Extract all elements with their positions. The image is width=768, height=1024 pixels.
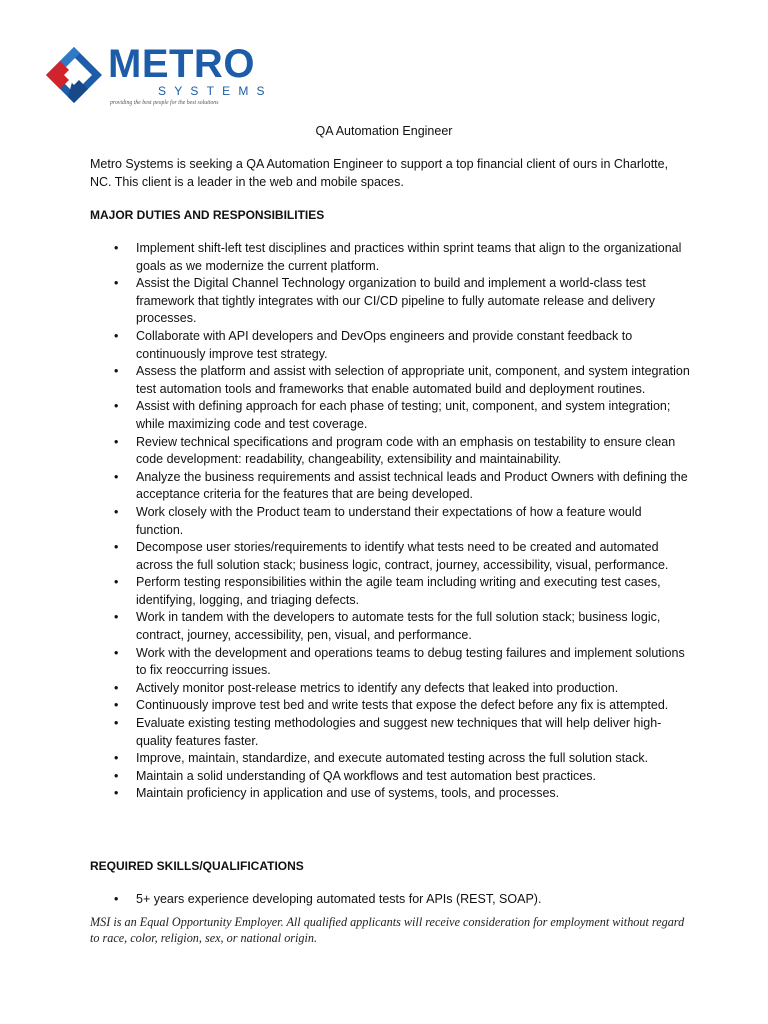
bullet-icon: • [114,540,119,555]
bullet-icon: • [114,610,119,625]
list-item [90,715,690,750]
list-item-text: Collaborate with API developers and DevOps engineers and provide constant feedback to continuously improve test strategy. [136,328,633,361]
list-item-text: Assist the Digital Channel Technology organization to build and implement a world-class test framework that tightly integrates with our CI/CD pipeline to fully automate release and delivery processes. [136,276,656,326]
list-item-text: Work in tandem with the developers to automate tests for the full solution stack; business logic, contract, journey, accessibility, pen, visual, and performance. [136,610,661,643]
logo-tagline: providing the best people for the best solutions [110,100,219,106]
duties-heading: MAJOR DUTIES AND RESPONSIBILITIES [90,208,325,222]
bullet-icon: • [114,434,119,449]
list-item [90,750,690,768]
duties-list [90,240,690,803]
list-item-text: Maintain proficiency in application and use of systems, tools, and processes. [136,786,560,801]
list-item-text: Analyze the business requirements and assist technical leads and Product Owners with defining the acceptance criteria for the features that are being developed. [136,469,688,502]
diamond-logo-icon [44,45,104,105]
list-item [90,697,690,715]
list-item [90,275,690,328]
list-item [90,785,690,803]
list-item-text: Perform testing responsibilities within the agile team including writing and executing test cases, identifying, logging, and triaging defects. [136,575,661,607]
bullet-icon: • [114,786,119,801]
list-item-text: 5+ years experience developing automated tests for APIs (REST, SOAP). [136,892,542,906]
bullet-icon: • [114,892,119,906]
list-item-text: Assist with defining approach for each phase of testing; unit, component, and system integration; while maximizing code and test coverage. [136,399,671,431]
list-item-text: Assess the platform and assist with selection of appropriate unit, component, and system integration test automation tools and frameworks that enable automated build and deployment routines. [136,364,690,396]
bullet-icon: • [114,399,119,414]
bullet-icon: • [114,364,119,379]
list-item [90,609,690,644]
list-item [90,539,690,574]
bullet-icon: • [114,504,119,519]
list-item [90,328,690,363]
bullet-icon: • [114,716,119,731]
list-item-text: Actively monitor post-release metrics to identify any defects that leaked into production. [136,680,619,695]
list-item-text: Decompose user stories/requirements to identify what tests need to be created and automated across the full solution stack; business logic, contract, journey, accessibility, visual, performance. [136,540,669,572]
bullet-icon: • [114,768,119,783]
job-title: QA Automation Engineer [315,124,453,138]
list-item-text: Review technical specifications and program code with an emphasis on testability to ensure clean code development: readability, changeability, extensibility and maintainability. [136,434,676,467]
bullet-icon: • [114,575,119,590]
list-item-text: Maintain a solid understanding of QA workflows and test automation best practices. [136,768,596,783]
skills-list [90,891,690,909]
list-item [90,469,690,504]
list-item [90,645,690,680]
metro-systems-logo [44,42,274,111]
list-item [90,768,690,786]
bullet-icon: • [114,751,119,766]
list-item-text: Work closely with the Product team to understand their expectations of how a feature would function. [136,504,642,537]
list-item [90,891,690,909]
list-item [90,574,690,609]
bullet-icon: • [114,645,119,660]
bullet-icon: • [114,276,119,291]
list-item [90,680,690,698]
list-item-text: Work with the development and operations teams to debug testing failures and implement solutions to fix reoccurring issues. [136,645,685,678]
skills-heading: REQUIRED SKILLS/QUALIFICATIONS [90,859,304,873]
list-item-text: Continuously improve test bed and write tests that expose the defect before any fix is attempted. [136,698,669,713]
intro-paragraph: Metro Systems is seeking a QA Automation Engineer to support a top financial client of ours in Charlotte, NC. This client is a leader in the web and mobile spaces. [90,157,669,189]
logo-subtitle: SYSTEMS [158,84,273,98]
bullet-icon: • [114,241,119,255]
list-item-text: Improve, maintain, standardize, and execute automated testing across the full solution stack. [136,751,649,766]
bullet-icon: • [114,469,119,484]
list-item-text: Evaluate existing testing methodologies and suggest new techniques that will help deliver high-quality features faster. [136,716,662,748]
equal-opportunity-footer: MSI is an Equal Opportunity Employer. All qualified applicants will receive consideration for employment without regard to race, color, religion, sex, or national origin. [90,915,685,945]
logo-wordmark: METRO [108,42,255,86]
bullet-icon: • [114,680,119,695]
bullet-icon: • [114,698,119,713]
list-item [90,363,690,398]
list-item-text: Implement shift-left test disciplines and practices within sprint teams that align to the organizational goals as we modernize the current platform. [136,241,682,273]
list-item [90,398,690,433]
list-item [90,504,690,539]
list-item [90,240,690,275]
list-item [90,434,690,469]
bullet-icon: • [114,328,119,343]
